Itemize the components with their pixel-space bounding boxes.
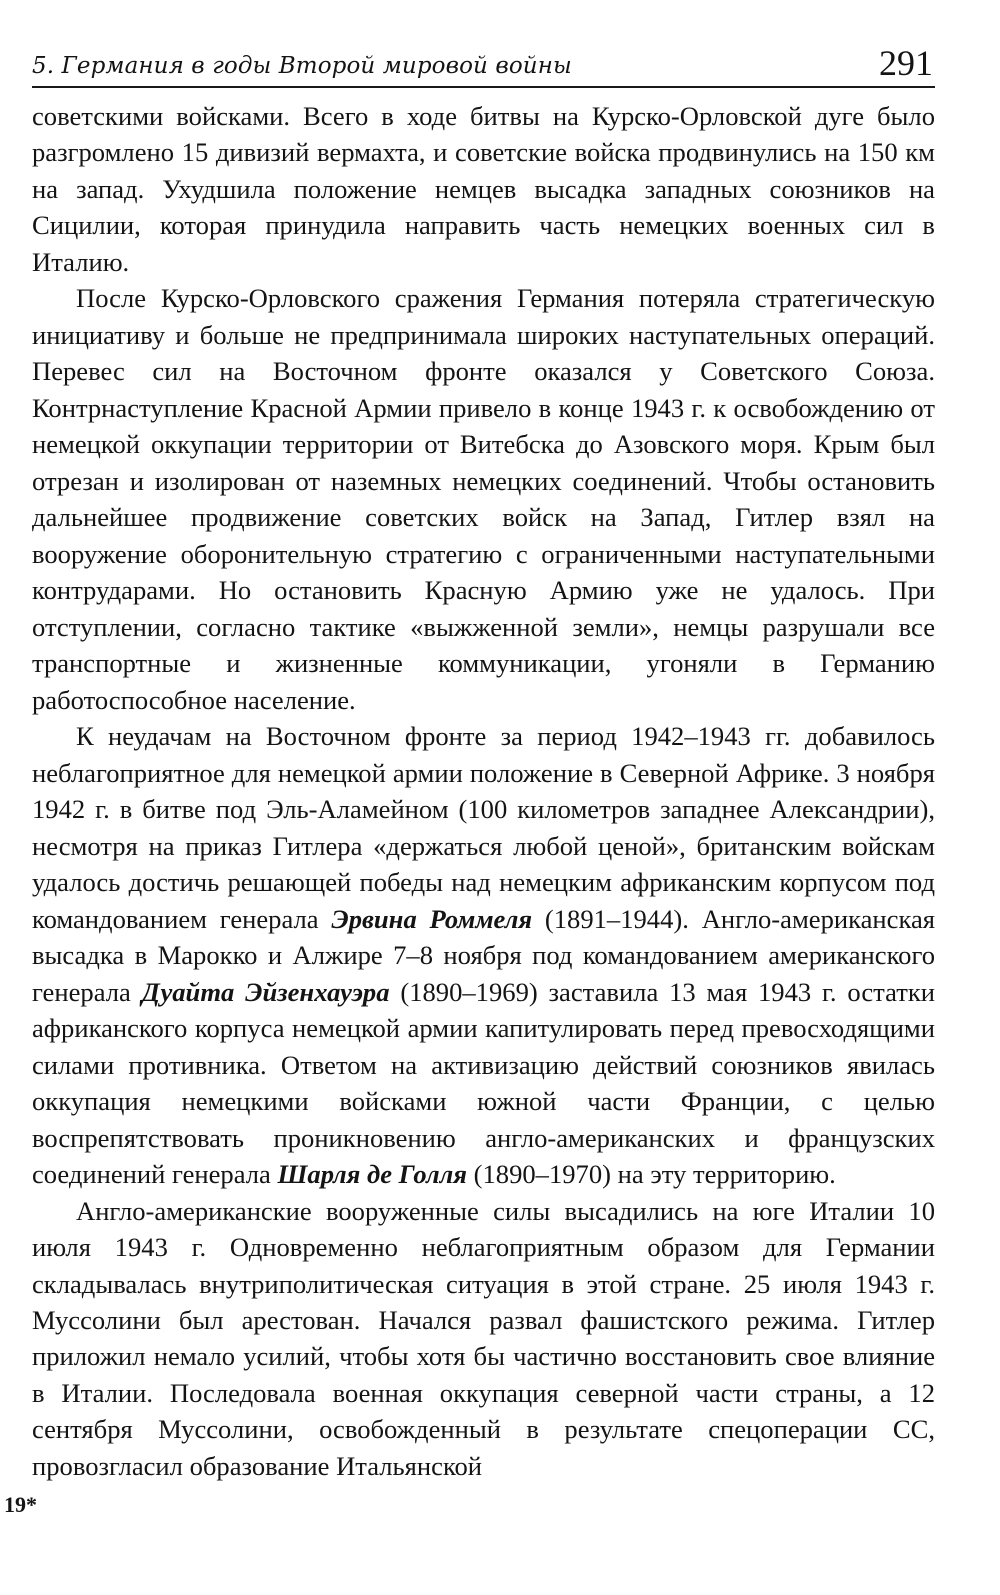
paragraph — [32, 280, 935, 718]
paragraph — [32, 718, 935, 1192]
person-name: Шарля де Голля — [277, 1159, 467, 1190]
person-name: Дуайта Эйзенхауэра — [141, 976, 390, 1007]
paragraph — [32, 98, 935, 280]
running-title: 5. Германия в годы Второй мировой войны — [32, 53, 572, 79]
paragraph-text: К неудачам на Восточном фронте за период 1942–1943 гг. добавилось неблагоприятное для немецкой армии положение в Северной Африке. 3 ноября 1942 г. в битве под Эль-Аламейном (100 километров западнее Александрии), несмотря на приказ Гитлера «держаться любой ценой», британским войскам удалось достичь решающей победы над немецким африканским корпусом под командованием генерала — [32, 721, 935, 934]
paragraph-text: (1891–1944). Англо-американская высадка в Марокко и Алжире 7–8 ноября под командованием американского генерала — [32, 903, 936, 1007]
paragraph-text: (1890–1969) заставила 13 мая 1943 г. остатки африканского корпуса немецкой армии капитулировать перед превосходящими силами противника. Ответом на активизацию действий союзников явилась оккупация немецкими войсками южной части Франции, с целью воспрепятствовать проникновению англо-американских и французских соединений генерала — [32, 976, 935, 1190]
paragraph-text: (1890–1970) на эту территорию. — [466, 1159, 836, 1190]
paragraph — [32, 1193, 935, 1485]
paragraph-text: советскими войсками. Всего в ходе битвы на Курско-Орловской дуге было разгромлено 15 дивизий вермахта, и советские войска продвинулись на 150 км на запад. Ухудшила положение немцев высадка западных союзников на Сицилии, которая принудила направить часть немецких военных сил в Италию. — [32, 101, 935, 277]
page-number: 291 — [879, 43, 933, 83]
paragraph-text: Англо-американские вооруженные силы высадились на юге Италии 10 июля 1943 г. Одновременно неблагоприятным образом для Германии складывалась внутриполитическая ситуация в этой стране. 25 июля 1943 г. Муссолини был арестован. Начался развал фашистского режима. Гитлер приложил немало усилий, чтобы хотя бы частично восстановить свое влияние в Италии. Последовала военная оккупация северной части страны, а 12 сентября Муссолини, освобожденный в результате спецоперации СС, провозгласил образование Итальянской — [32, 1195, 935, 1481]
running-head — [32, 30, 935, 88]
signature-mark: 19* — [4, 1492, 37, 1517]
book-page — [32, 30, 935, 1570]
person-name: Эрвина Роммеля — [331, 903, 533, 934]
body-text — [32, 98, 935, 1484]
paragraph-text: После Курско-Орловского сражения Германия потеряла стратегическую инициативу и больше не предпринимала широких наступательных операций. Перевес сил на Восточном фронте оказался у Советского Союза. Контрнаступление Красной Армии привело в конце 1943 г. к освобождению от немецкой оккупации территории от Витебска до Азовского моря. Крым был отрезан и изолирован от наземных немецких соединений. Чтобы остановить дальнейшее продвижение советских войск на Запад, Гитлер взял на вооружение оборонительную стратегию с ограниченными наступательными контрударами. Но остановить Красную Армию уже не удалось. При отступлении, согласно тактике «выжженной земли», немцы разрушали все транспортные и жизненные коммуникации, угоняли в Германию работоспособное население. — [32, 283, 935, 715]
